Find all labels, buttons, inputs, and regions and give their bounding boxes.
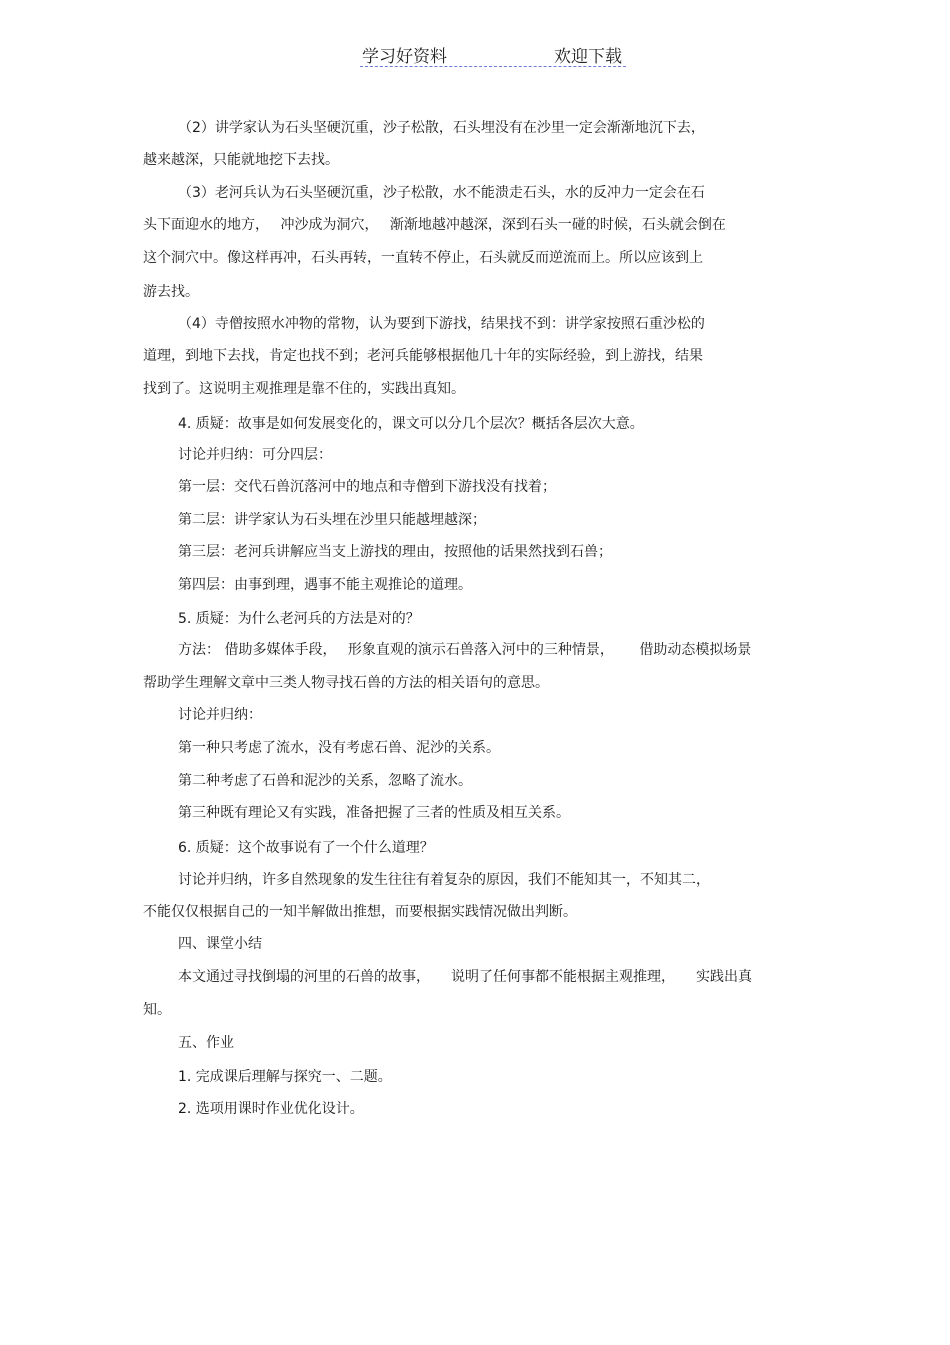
text-line: 这个洞穴中。像这样再冲，石头再转，一直转不停止，石头就反而逆流而上。所以应该到上 bbox=[143, 250, 703, 266]
text-line: （2）讲学家认为石头坚硬沉重，沙子松散，石头埋没有在沙里一定会渐渐地沉下去， bbox=[178, 120, 705, 136]
text-line: 第一层：交代石兽沉落河中的地点和寺僧到下游找没有找着； bbox=[178, 479, 556, 495]
text-line: 找到了。这说明主观推理是靠不住的，实践出真知。 bbox=[143, 381, 465, 397]
text-line: （4）寺僧按照水冲物的常物，认为要到下游找，结果找不到：讲学家按照石重沙松的 bbox=[178, 316, 705, 332]
text-line: 本文通过寻找倒塌的河里的石兽的故事， 说明了任何事都不能根据主观推理， 实践出真 bbox=[178, 969, 752, 985]
text-line: （3）老河兵认为石头坚硬沉重，沙子松散，水不能溃走石头，水的反冲力一定会在石 bbox=[178, 185, 705, 201]
text-line: 4. 质疑：故事是如何发展变化的，课文可以分几个层次？概括各层次大意。 bbox=[178, 416, 644, 432]
text-line: 方法： 借助多媒体手段， 形象直观的演示石兽落入河中的三种情景， 借助动态模拟场景 bbox=[178, 642, 752, 658]
text-line: 第二种考虑了石兽和泥沙的关系，忽略了流水。 bbox=[178, 773, 472, 789]
text-line: 第一种只考虑了流水，没有考虑石兽、泥沙的关系。 bbox=[178, 740, 500, 756]
text-line: 五、作业 bbox=[178, 1035, 234, 1051]
text-line: 6. 质疑：这个故事说有了一个什么道理？ bbox=[178, 840, 434, 856]
text-line: 帮助学生理解文章中三类人物寻找石兽的方法的相关语句的意思。 bbox=[143, 675, 549, 691]
text-line: 四、课堂小结 bbox=[178, 936, 262, 952]
text-line: 不能仅仅根据自己的一知半解做出推想，而要根据实践情况做出判断。 bbox=[143, 904, 577, 920]
text-line: 讨论并归纳，许多自然现象的发生往往有着复杂的原因，我们不能知其一，不知其二， bbox=[178, 872, 710, 888]
text-line: 游去找。 bbox=[143, 284, 199, 300]
text-line: 第三种既有理论又有实践，准备把握了三者的性质及相互关系。 bbox=[178, 805, 570, 821]
page-header bbox=[360, 40, 626, 67]
text-line: 讨论并归纳： bbox=[178, 707, 262, 723]
text-line: 第四层：由事到理，遇事不能主观推论的道理。 bbox=[178, 577, 472, 593]
text-line: 道理，到地下去找，肯定也找不到；老河兵能够根据他几十年的实际经验，到上游找，结果 bbox=[143, 348, 703, 364]
header-right-text: 欢迎下载 bbox=[554, 47, 622, 67]
text-line: 头下面迎水的地方， 冲沙成为洞穴， 渐渐地越冲越深，深到石头一碰的时候，石头就会倒在 bbox=[143, 217, 726, 233]
text-line: 第二层：讲学家认为石头埋在沙里只能越埋越深； bbox=[178, 512, 486, 528]
text-line: 第三层：老河兵讲解应当支上游找的理由，按照他的话果然找到石兽； bbox=[178, 544, 612, 560]
text-line: 越来越深，只能就地挖下去找。 bbox=[143, 152, 339, 168]
text-line: 讨论并归纳：可分四层： bbox=[178, 447, 332, 463]
text-line: 1. 完成课后理解与探究一、二题。 bbox=[178, 1069, 392, 1085]
header-left-text: 学习好资料 bbox=[362, 47, 447, 67]
text-line: 2. 选项用课时作业优化设计。 bbox=[178, 1101, 364, 1117]
text-line: 5. 质疑：为什么老河兵的方法是对的？ bbox=[178, 611, 420, 627]
text-line: 知。 bbox=[143, 1002, 171, 1018]
